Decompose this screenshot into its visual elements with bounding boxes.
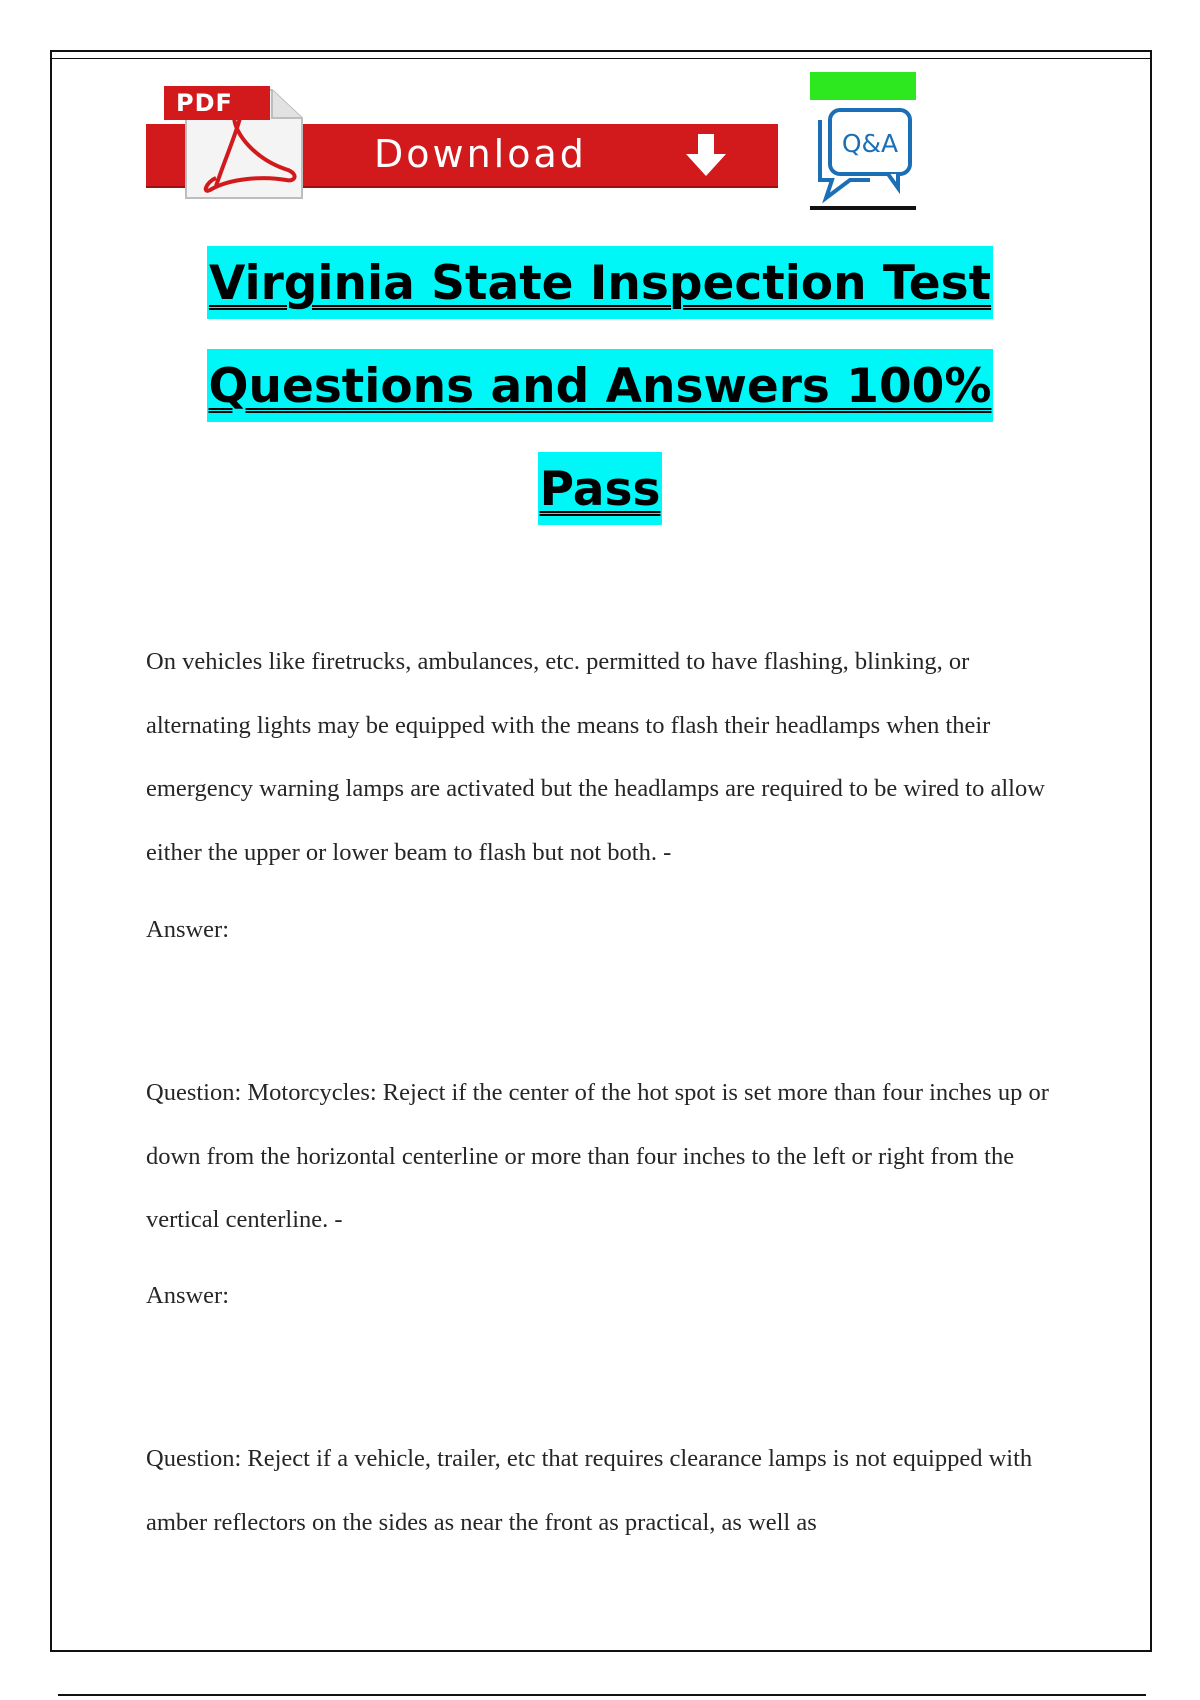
pdf-document-icon (164, 82, 304, 200)
question-2: Question: Motorcycles: Reject if the center of the hot spot is set more than four inches up or down from the horizontal centerline or more than four inches to the left or right from the vertical centerline. - (146, 1079, 1049, 1233)
title-text-1: Virginia State Inspection Test (207, 246, 993, 319)
pdf-label: PDF (164, 86, 270, 120)
question-3: Question: Reject if a vehicle, trailer, etc that requires clearance lamps is not equipped with amber reflectors on the sides as near the front as practical, as well as (146, 1445, 1033, 1536)
title-text-3: Pass (538, 452, 663, 525)
page-title-line-2 (0, 359, 1200, 414)
download-label: Download (374, 132, 587, 176)
answer-1: Answer: (146, 916, 230, 943)
page-title-line-1 (0, 256, 1200, 311)
question-1: On vehicles like firetrucks, ambulances, etc. permitted to have flashing, blinking, or alternating lights may be equipped with the means to flash their headlamps when their emergency warning lamps are activated but the headlamps are required to be wired to allow either the upper or lower beam to flash but not both. - (146, 648, 1045, 866)
answer-2: Answer: (146, 1282, 230, 1309)
qa-chat-icon[interactable] (810, 70, 918, 214)
page-bottom-rule (58, 1694, 1146, 1696)
qa-black-bar (810, 206, 916, 210)
page-border-double-rule (52, 58, 1150, 59)
down-arrow-icon (676, 132, 736, 180)
page-title-line-3 (0, 462, 1200, 517)
pdf-download-banner[interactable] (146, 80, 780, 204)
qa-label: Q&A (841, 129, 899, 158)
title-text-2: Questions and Answers 100% (207, 349, 994, 422)
